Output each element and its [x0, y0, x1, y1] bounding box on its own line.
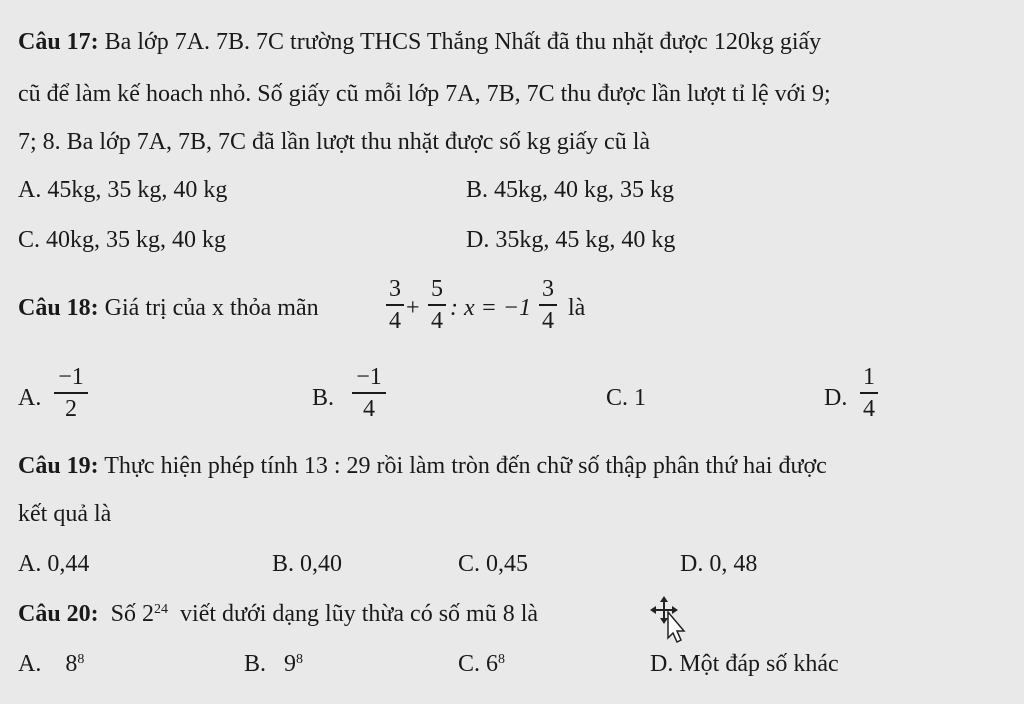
q17-label: Câu 17:: [18, 29, 99, 55]
q20-text-post: viết dưới dạng lũy thừa có số mũ 8 là: [180, 601, 539, 627]
move-cursor-icon: [650, 596, 690, 644]
q18-option-c: C. 1: [606, 385, 647, 411]
q18-option-b-fraction: [352, 364, 386, 422]
option-label: A.: [18, 651, 42, 677]
option-label: C.: [458, 651, 481, 677]
q18-plus: +: [406, 295, 420, 321]
q18-tail: là: [568, 295, 586, 321]
q20-option-d: D. Một đáp số khác: [650, 651, 839, 677]
q18-option-a-fraction: [54, 364, 88, 422]
q20-text-pre: Số 2: [110, 601, 155, 627]
fraction-numerator: 1: [863, 364, 875, 390]
fraction-denominator: 2: [65, 396, 77, 422]
q20-option-a: [18, 650, 84, 678]
fraction-denominator: 4: [542, 308, 554, 334]
power-exponent: 8: [498, 652, 506, 667]
q19-option-b: B. 0,40: [272, 551, 343, 577]
q17-text-line2: cũ để làm kế hoach nhỏ. Số giấy cũ mỗi lớp 7A, 7B, 7C thu được lần lượt tỉ lệ với 9;: [18, 81, 831, 107]
fraction-denominator: 4: [363, 396, 375, 422]
option-label: B.: [244, 651, 267, 677]
fraction-denominator: 4: [863, 396, 875, 422]
fraction-denominator: 4: [389, 308, 401, 334]
q18-operator: : x = −1: [450, 295, 532, 321]
q17-option-b: B. 45kg, 40 kg, 35 kg: [466, 177, 675, 203]
q19-option-d: D. 0, 48: [680, 551, 758, 577]
fraction-numerator: −1: [58, 364, 84, 390]
fraction-numerator: 5: [431, 276, 443, 302]
q19-label: Câu 19:: [18, 453, 99, 479]
q17-option-a: A. 45kg, 35 kg, 40 kg: [18, 177, 228, 203]
q17-text-line3: 7; 8. Ba lớp 7A, 7B, 7C đã lần lượt thu nhặt được số kg giấy cũ là: [18, 129, 651, 155]
power-base: 8: [65, 651, 78, 677]
fraction-numerator: 3: [389, 276, 401, 302]
q18-fraction-3: [539, 276, 557, 334]
q19-text-line2: kết quả là: [18, 501, 112, 527]
fraction-numerator: 3: [542, 276, 554, 302]
q18-option-d-label: D.: [824, 385, 848, 411]
q18-fraction-2: [428, 276, 446, 334]
q18-option-b-label: B.: [312, 385, 335, 411]
power-base: 6: [486, 651, 499, 677]
q20-line: [18, 600, 538, 628]
power-base: 9: [284, 651, 297, 677]
q20-exponent: 24: [154, 602, 169, 617]
q17-option-d: D. 35kg, 45 kg, 40 kg: [466, 227, 676, 253]
q19-option-c: C. 0,45: [458, 551, 529, 577]
power-exponent: 8: [296, 652, 304, 667]
q18-option-d-fraction: [860, 364, 878, 422]
fraction-numerator: −1: [356, 364, 382, 390]
q17-line1: [18, 28, 821, 56]
q18-option-a-label: A.: [18, 385, 42, 411]
fraction-denominator: 4: [431, 308, 443, 334]
q18-line: [18, 294, 319, 322]
q19-text-line1: Thực hiện phép tính 13 : 29 rồi làm tròn đến chữ số thập phân thứ hai được: [104, 453, 827, 479]
q17-option-c: C. 40kg, 35 kg, 40 kg: [18, 227, 227, 253]
q20-option-b: [244, 650, 303, 678]
q19-line1: [18, 452, 827, 480]
q18-label: Câu 18:: [18, 295, 99, 321]
q19-option-a: A. 0,44: [18, 551, 90, 577]
q20-option-c: [458, 650, 505, 678]
q18-fraction-1: [386, 276, 404, 334]
q20-label: Câu 20:: [18, 601, 99, 627]
q18-text: Giá trị của x thỏa mãn: [104, 295, 319, 321]
power-exponent: 8: [77, 652, 85, 667]
q17-text-line1: Ba lớp 7A. 7B. 7C trường THCS Thắng Nhất đã thu nhặt được 120kg giấy: [104, 29, 822, 55]
